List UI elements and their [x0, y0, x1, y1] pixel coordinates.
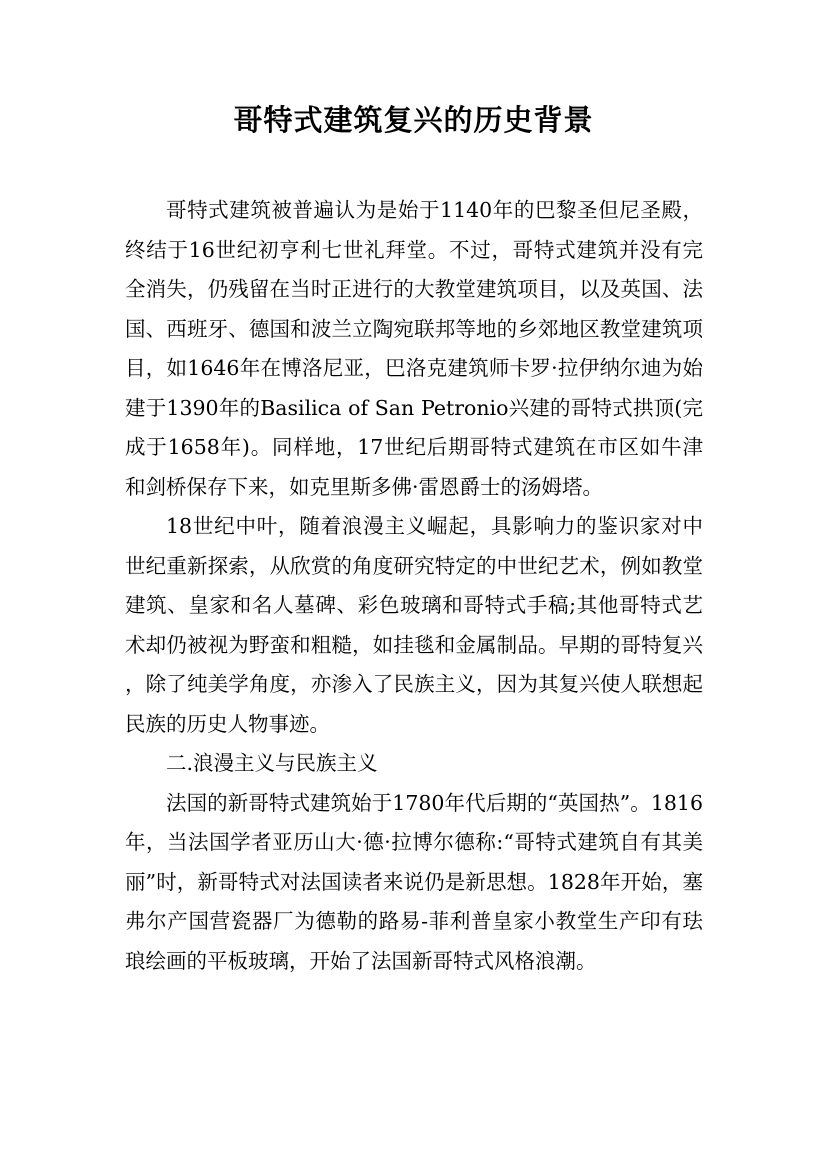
paragraph-gothic-origins: 哥特式建筑被普遍认为是始于1140年的巴黎圣但尼圣殿，终结于16世纪初亨利七世礼拜堂。不过，哥特式建筑并没有完全消失，仍残留在当时正进行的大教堂建筑项目，以及英国、法国、西班牙、德国和波兰立陶宛联邦等地的乡郊地区教堂建筑项目，如1646年在博洛尼亚，巴洛克建筑师卡罗·拉伊纳尔迪为始建于1390年的Basilica of San Petronio兴建的哥特式拱顶(完成于1658年)。同样地，17世纪后期哥特式建筑在市区如牛津和剑桥保存下来，如克里斯多佛·雷恩爵士的汤姆塔。: [125, 198, 703, 499]
paragraph-romanticism-revival: 18世纪中叶，随着浪漫主义崛起，具影响力的鉴识家对中世纪重新探索，从欣赏的角度研究特定的中世纪艺术，例如教堂建筑、皇家和名人墓碑、彩色玻璃和哥特式手稿;其他哥特式艺术却仍被视为野蛮和粗糙，如挂毯和金属制品。早期的哥特复兴，除了纯美学角度，亦渗入了民族主义，因为其复兴使人联想起民族的历史人物事迹。: [125, 514, 703, 736]
paragraph-french-neo-gothic: 法国的新哥特式建筑始于1780年代后期的“英国热”。1816年，当法国学者亚历山大·德·拉博尔德称:“哥特式建筑自有其美丽”时，新哥特式对法国读者来说仍是新思想。1828年开始，塞弗尔产国营瓷器厂为德勒的路易-菲利普皇家小教堂生产印有珐琅绘画的平板玻璃，开始了法国新哥特式风格浪潮。: [125, 790, 703, 973]
document-body: [125, 191, 703, 981]
section-heading-romanticism-nationalism: 二.浪漫主义与民族主义: [166, 751, 378, 775]
document-title: 哥特式建筑复兴的历史背景: [233, 103, 594, 137]
